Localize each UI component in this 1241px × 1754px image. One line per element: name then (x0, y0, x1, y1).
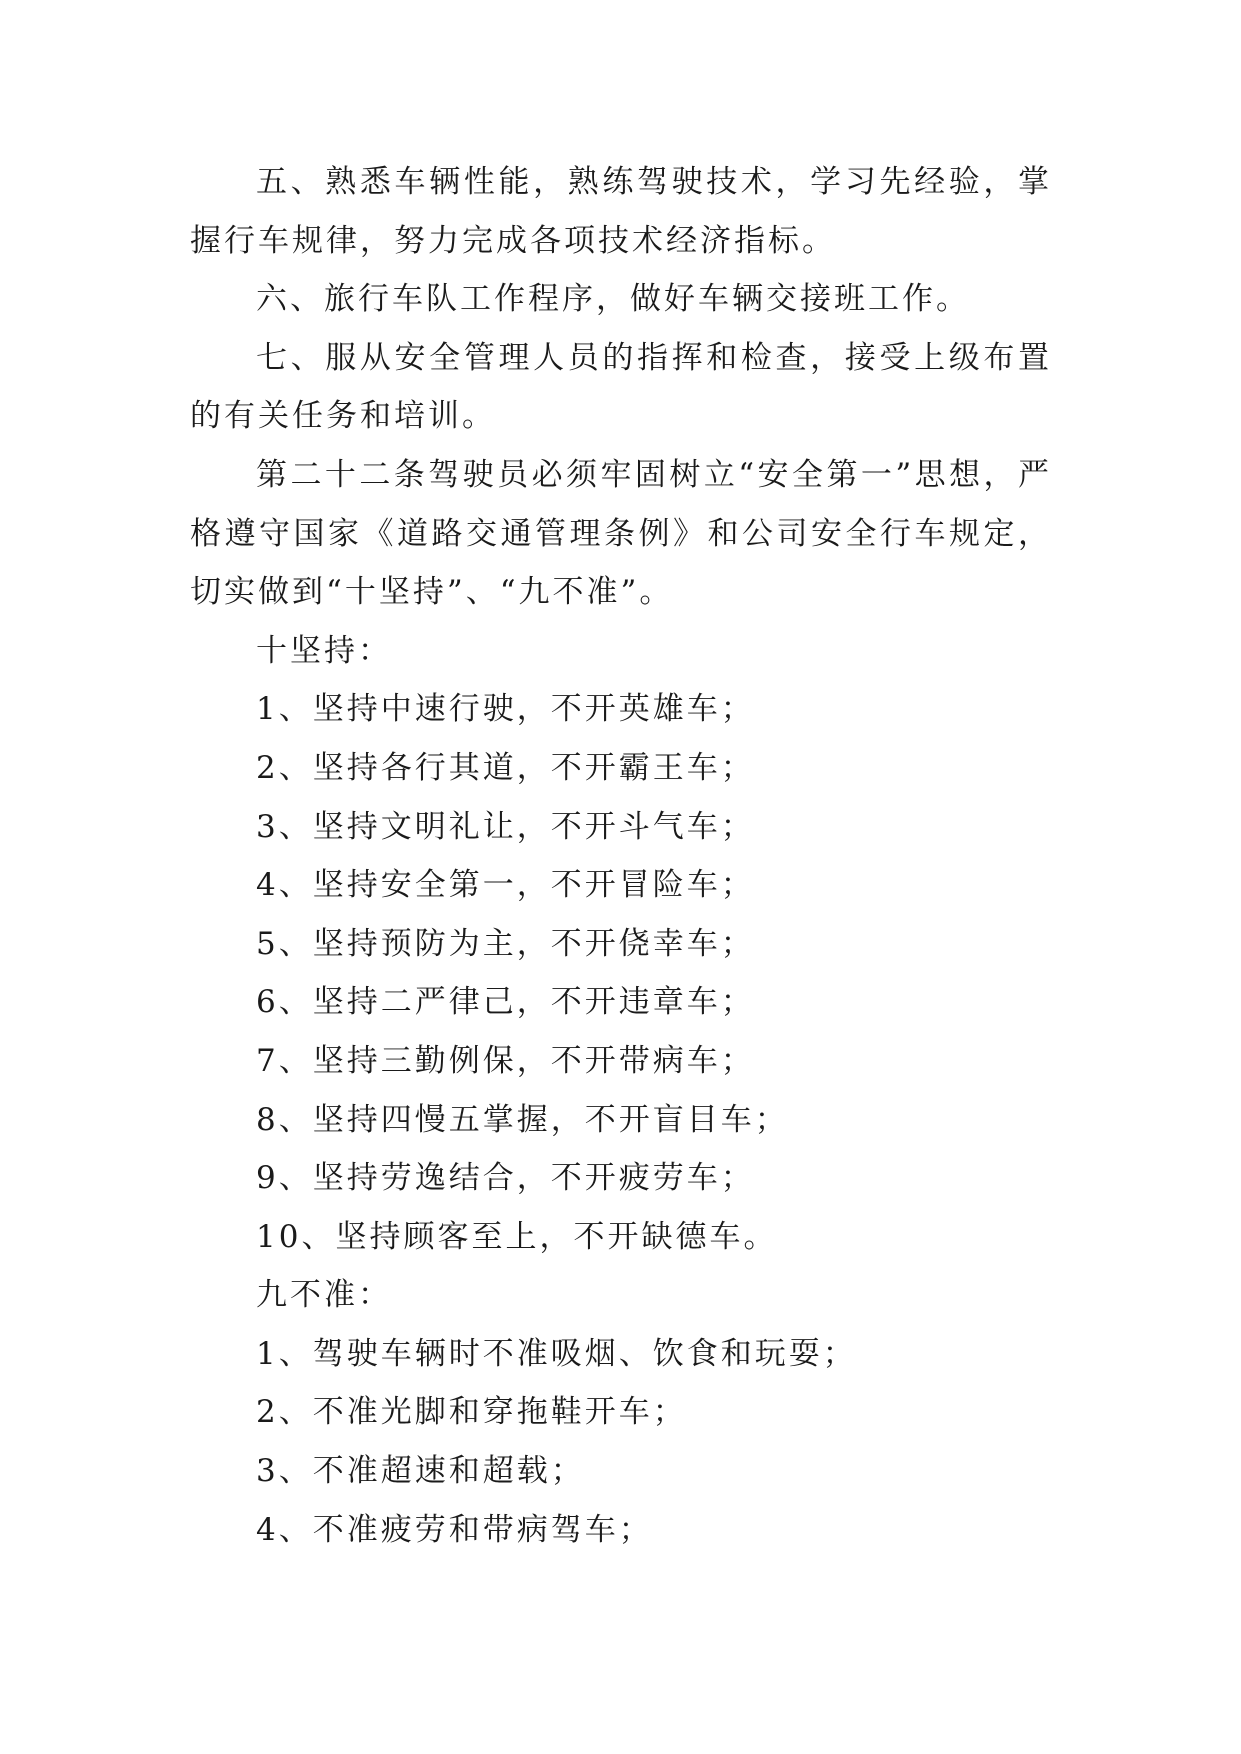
ten-persist-item-2: 2、坚持各行其道，不开霸王车； (256, 749, 755, 786)
ten-persist-item-10: 10、坚持顾客至上，不开缺德车。 (256, 1218, 778, 1255)
paragraph-item-six: 六、旅行车队工作程序，做好车辆交接班工作。 (256, 281, 970, 318)
nine-forbid-item-1: 1、驾驶车辆时不准吸烟、饮食和玩耍； (256, 1335, 857, 1372)
ten-persist-item-5: 5、坚持预防为主，不开侥幸车； (256, 925, 755, 962)
nine-forbid-heading: 九不准： (256, 1277, 392, 1314)
ten-persist-item-9: 9、坚持劳逸结合，不开疲劳车； (256, 1160, 755, 1197)
nine-forbid-item-3: 3、不准超速和超载； (256, 1453, 585, 1490)
ten-persist-item-1: 1、坚持中速行驶，不开英雄车； (256, 691, 755, 728)
ten-persist-item-8: 8、坚持四慢五掌握，不开盲目车； (256, 1101, 789, 1138)
ten-persist-item-3: 3、坚持文明礼让，不开斗气车； (256, 808, 755, 845)
paragraph-article-22: 第二十二条驾驶员必须牢固树立“安全第一”思想，严格遵守国家《道路交通管理条例》和公司安全行车规定，切实做到“十坚持”、“九不准”。 (190, 456, 1052, 611)
nine-forbid-item-2: 2、不准光脚和穿拖鞋开车； (256, 1394, 687, 1431)
paragraph-item-five: 五、熟悉车辆性能，熟练驾驶技术，学习先经验，掌握行车规律，努力完成各项技术经济指标。 (190, 164, 1052, 259)
ten-persist-item-4: 4、坚持安全第一，不开冒险车； (256, 867, 755, 904)
document-body (190, 153, 1052, 1559)
paragraph-item-seven: 七、服从安全管理人员的指挥和检查，接受上级布置的有关任务和培训。 (190, 339, 1052, 435)
ten-persist-heading: 十坚持： (256, 632, 392, 669)
ten-persist-item-7: 7、坚持三勤例保，不开带病车； (256, 1042, 755, 1079)
nine-forbid-item-4: 4、不准疲劳和带病驾车； (256, 1511, 653, 1548)
ten-persist-item-6: 6、坚持二严律己，不开违章车； (256, 984, 755, 1021)
